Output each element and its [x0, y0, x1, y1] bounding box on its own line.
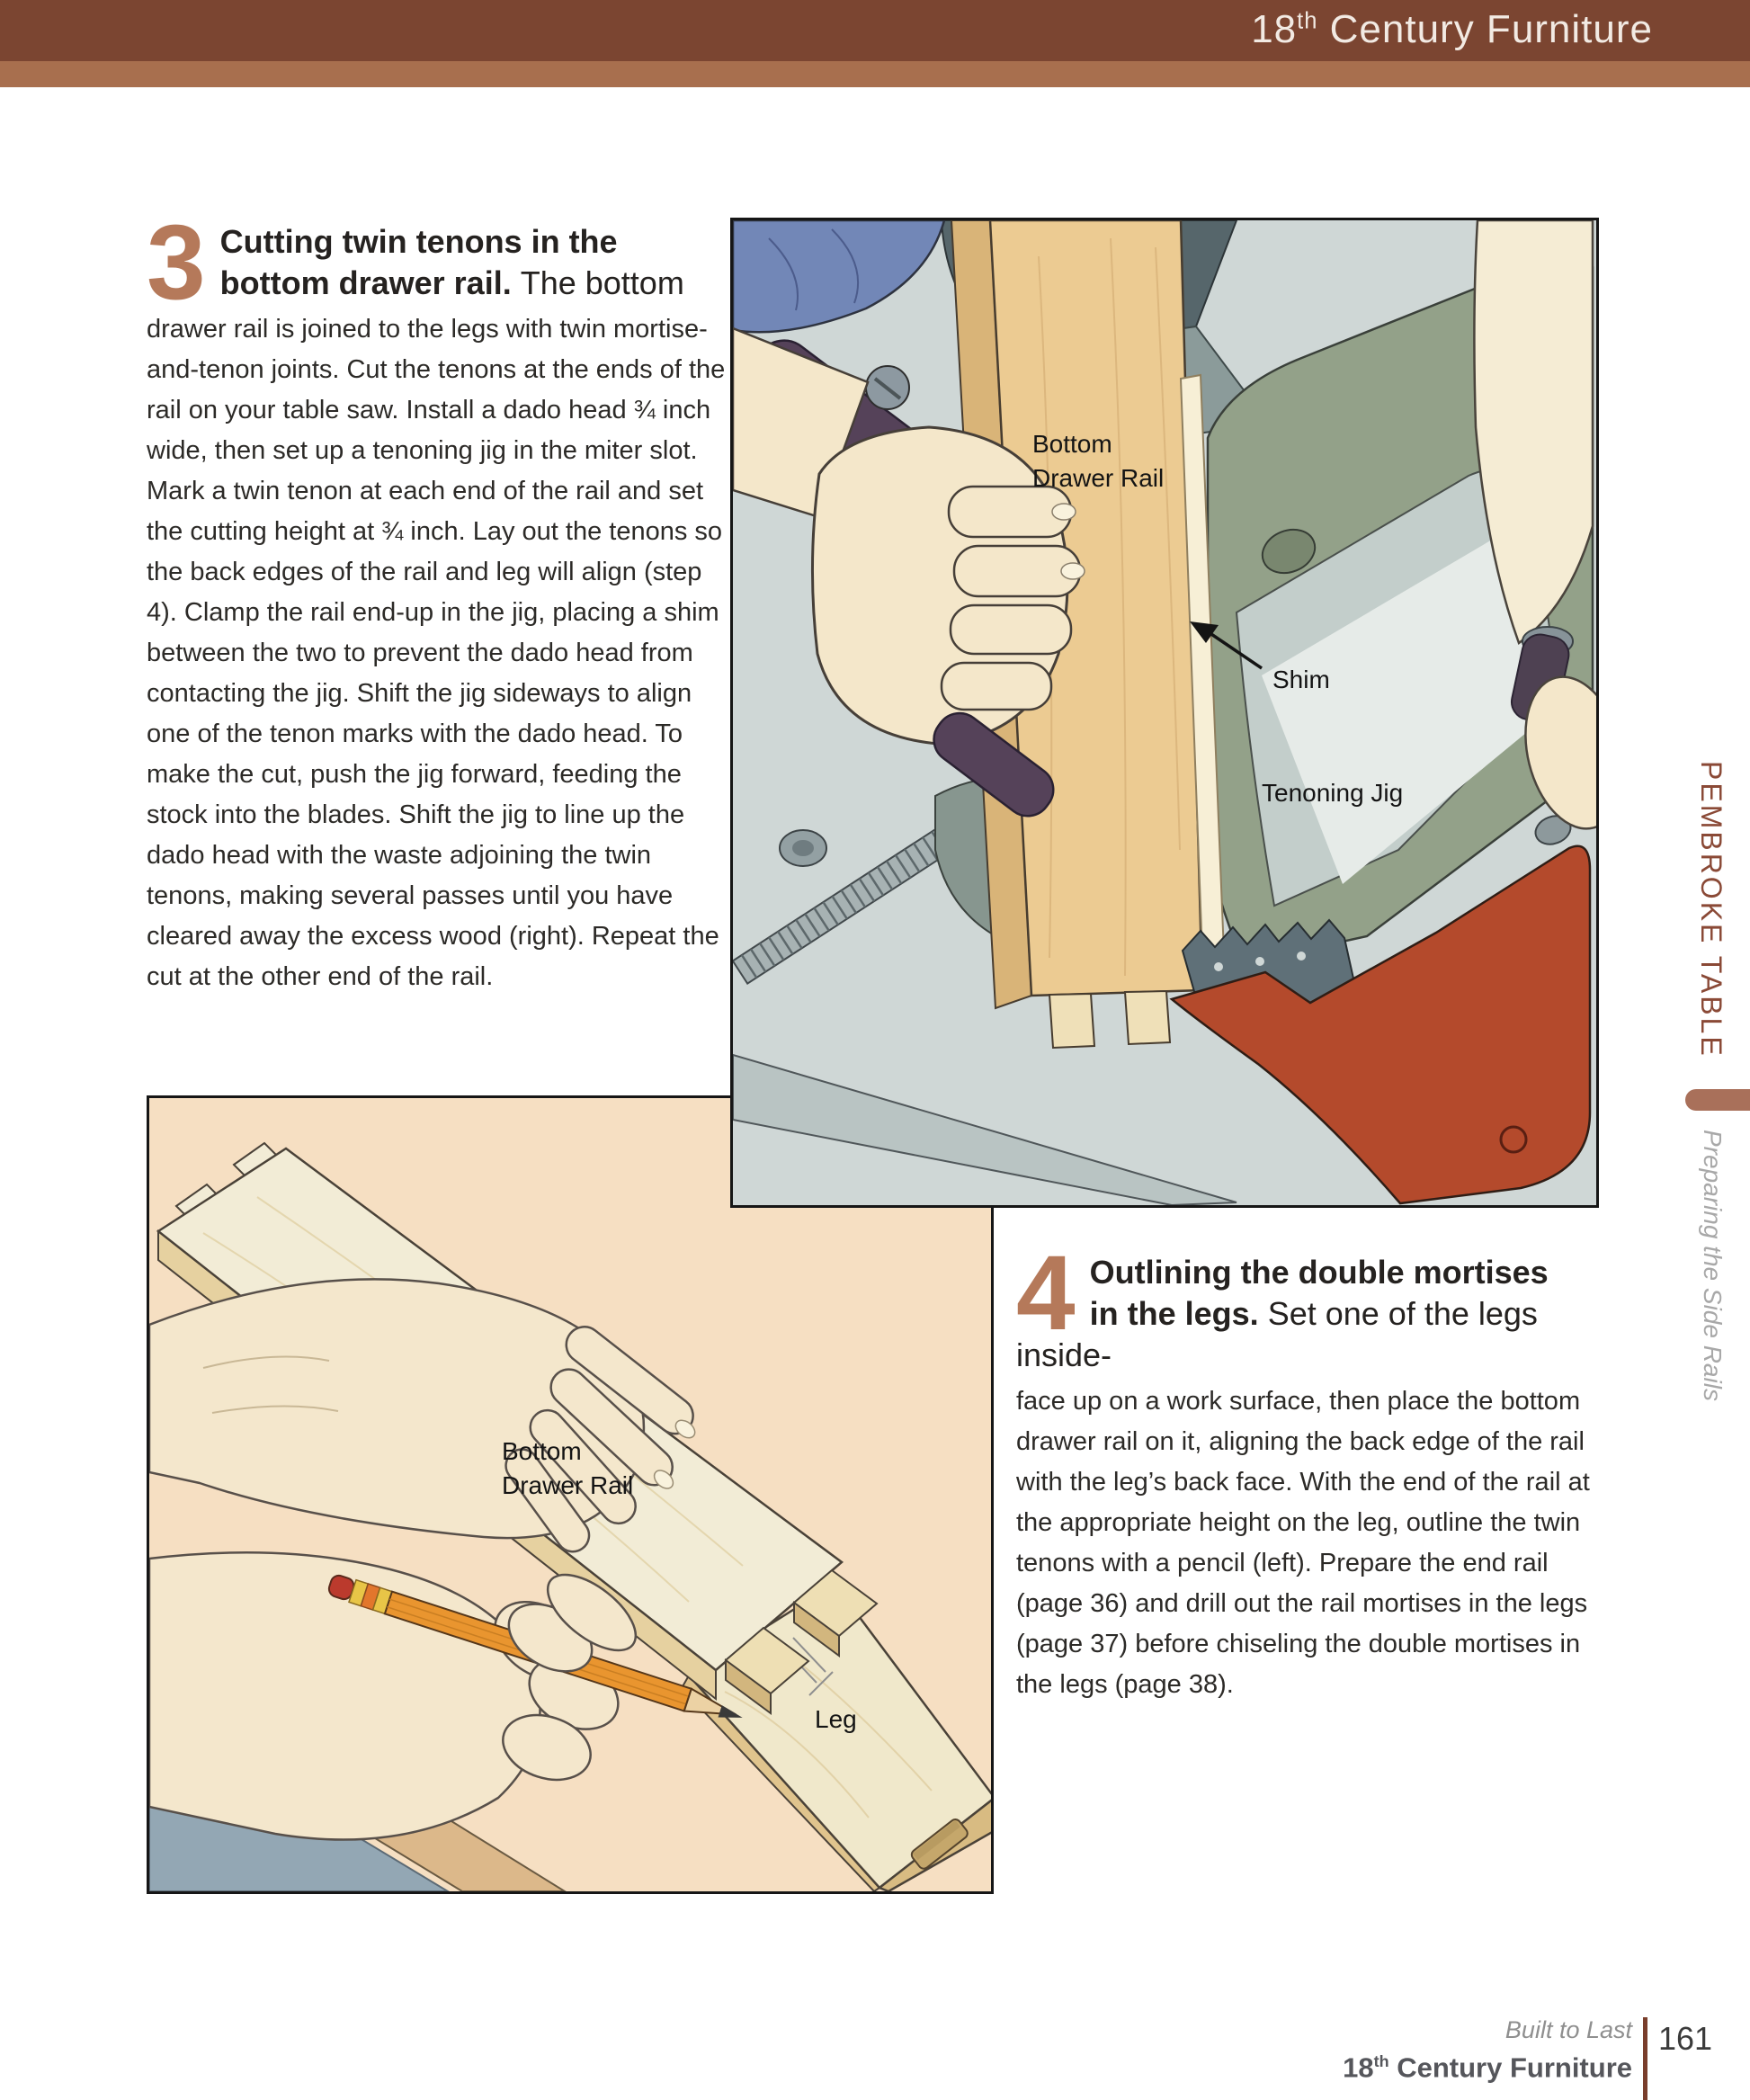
label-rail-line2: Drawer Rail [502, 1471, 634, 1499]
header-accent-strip [0, 61, 1750, 87]
page-number: 161 [1658, 2020, 1713, 2057]
finger [951, 605, 1071, 654]
footer-book-title: 18th Century Furniture [1343, 2051, 1632, 2084]
sidebar-section-title: Preparing the Side Rails [1699, 1130, 1727, 1401]
illustration-tenoning-jig [730, 218, 1599, 1208]
tenoning-jig-drawing [733, 220, 1596, 1205]
label-jig: Tenoning Jig [1262, 779, 1404, 807]
label-leg: Leg [815, 1705, 857, 1733]
step-4-number: 4 [1016, 1234, 1076, 1353]
fingernail [1061, 563, 1085, 579]
fingernail [1052, 504, 1076, 520]
bolt-head-center [792, 840, 814, 856]
step-3-heading: Cutting twin tenons in the bottom drawer rail. The bottom [219, 223, 684, 301]
page-title: 18th Century Furniture [1251, 7, 1653, 51]
twin-tenon-1 [1049, 994, 1094, 1048]
blade-gullet [1297, 952, 1306, 961]
step-4-block [1016, 1234, 1610, 1705]
step-3-body: drawer rail is joined to the legs with twin mortise-and-tenon joints. Cut the tenons at the ends of the rail on your table saw. Install a dado head ¾ inch wide, then set up a tenoning jig in the miter slot. Mark a twin tenon at each end of the rail and set the cutting height at ¾ inch. Lay out the tenons so the back edges of the rail and leg will align (step 4). Clamp the rail end-up in the jig, placing a shim between the two to prevent the dado head from contacting the jig. Shift the jig sideways to align one of the tenon marks with the dado head. To make the cut, push the jig forward, feeding the stock into the blades. Shift the jig to line up the dado head with the waste adjoining the twin tenons, making several passes until you have cleared away the excess wood (right). Repeat the cut at the other end of the rail. [147, 315, 726, 991]
finger [942, 663, 1051, 710]
footer-series-title: Built to Last [1504, 2016, 1632, 2043]
step-4-heading: Outlining the double mortises in the legs. Set one of the legs inside- [1016, 1254, 1549, 1373]
footer-rule [1643, 2017, 1647, 2100]
blade-gullet [1214, 962, 1223, 971]
sidebar-divider-bar [1685, 1089, 1750, 1111]
sidebar-chapter-title: PEMBROKE TABLE [1695, 761, 1728, 1059]
twin-tenon-2 [1125, 991, 1170, 1044]
outlining-drawing [149, 1098, 991, 1891]
footer [899, 2015, 1632, 2085]
step-4-body: face up on a work surface, then place the bottom drawer rail on it, aligning the back edge of the rail with the leg’s back face. With the end of the rail at the appropriate height on the leg, outline the twin tenons with a pencil (left). Prepare the end rail (page 36) and drill out the rail mortises in the legs (page 37) before chiseling the double mortises in the legs (page 38). [1016, 1387, 1590, 1699]
step-3-number: 3 [147, 203, 206, 322]
label-rail-line1: Bottom [1032, 430, 1112, 458]
guard-hole [1501, 1127, 1526, 1152]
blade-gullet [1255, 957, 1264, 966]
illustration-outlining-mortises [147, 1095, 994, 1894]
label-rail-line1: Bottom [502, 1437, 582, 1465]
label-rail-line2: Drawer Rail [1032, 464, 1165, 492]
label-shim: Shim [1272, 666, 1330, 693]
step-3-block [147, 203, 731, 997]
